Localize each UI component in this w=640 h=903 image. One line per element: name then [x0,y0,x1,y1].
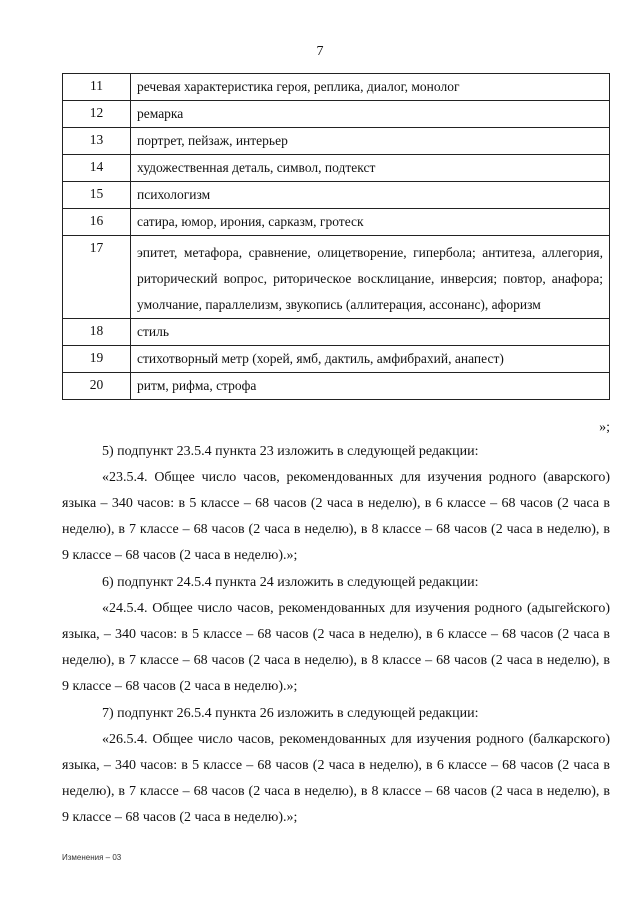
row-text: художественная деталь, символ, подтекст [131,155,610,182]
table-row [63,236,610,319]
amendment-heading: 5) подпункт 23.5.4 пункта 23 изложить в следующей редакции: [102,444,479,459]
row-number: 11 [63,74,131,101]
amendment-heading: 6) подпункт 24.5.4 пункта 24 изложить в следующей редакции: [102,575,479,590]
row-text: ремарка [131,101,610,128]
row-text: эпитет, метафора, сравнение, олицетворение, гипербола; антитеза, аллегория, риторический вопрос, риторическое восклицание, инверсия; повтор, анафора; умолчание, параллелизм, звукопись (аллитерация, ассонанс), афоризм [131,236,610,319]
amendment-quote: «24.5.4. Общее число часов, рекомендованных для изучения родного (адыгейского) языка, – 340 часов: в 5 классе – 68 часов (2 часа в неделю), в 6 классе – 68 часов (2 часа в неделю), в 7 классе – 68 часов (2 часа в неделю), в 8 классе – 68 часов (2 часа в неделю), в 9 классе – 68 часов (2 часа в неделю).»; [62,601,610,694]
table-row [63,128,610,155]
amendment-quote: «26.5.4. Общее число часов, рекомендованных для изучения родного (балкарского) языка, – 340 часов: в 5 классе – 68 часов (2 часа в неделю), в 6 классе – 68 часов (2 часа в неделю), в 7 классе – 68 часов (2 часа в неделю), в 8 классе – 68 часов (2 часа в неделю), в 9 классе – 68 часов (2 часа в неделю).»; [62,732,610,825]
row-number: 17 [63,236,131,319]
row-number: 13 [63,128,131,155]
row-number: 15 [63,182,131,209]
row-text: речевая характеристика героя, реплика, диалог, монолог [131,74,610,101]
row-text: психологизм [131,182,610,209]
row-number: 16 [63,209,131,236]
row-number: 20 [63,373,131,400]
table-row [63,209,610,236]
table-row [63,74,610,101]
table-row [63,373,610,400]
table-row [63,101,610,128]
row-number: 12 [63,101,131,128]
table-row [63,182,610,209]
row-number: 14 [63,155,131,182]
row-number: 19 [63,346,131,373]
row-text: ритм, рифма, строфа [131,373,610,400]
amendment-text [62,438,610,831]
row-text: портрет, пейзаж, интерьер [131,128,610,155]
amendment-quote: «23.5.4. Общее число часов, рекомендованных для изучения родного (аварского) языка – 340 часов: в 5 классе – 68 часов (2 часа в неделю), в 6 классе – 68 часов (2 часа в неделю), в 7 классе – 68 часов (2 часа в неделю), в 8 классе – 68 часов (2 часа в неделю), в 9 классе – 68 часов (2 часа в неделю).»; [62,470,610,563]
row-text: стихотворный метр (хорей, ямб, дактиль, амфибрахий, анапест) [131,346,610,373]
row-number: 18 [63,319,131,346]
amendment-heading: 7) подпункт 26.5.4 пункта 26 изложить в следующей редакции: [102,706,479,721]
table-row [63,155,610,182]
table-row [63,346,610,373]
closing-quote-mark: »; [599,420,610,435]
terms-table [62,73,610,400]
table-row [63,319,610,346]
row-text: сатира, юмор, ирония, сарказм, гротеск [131,209,610,236]
row-text: стиль [131,319,610,346]
page-number: 7 [316,44,324,59]
footer-revision-label: Изменения – 03 [62,853,122,862]
